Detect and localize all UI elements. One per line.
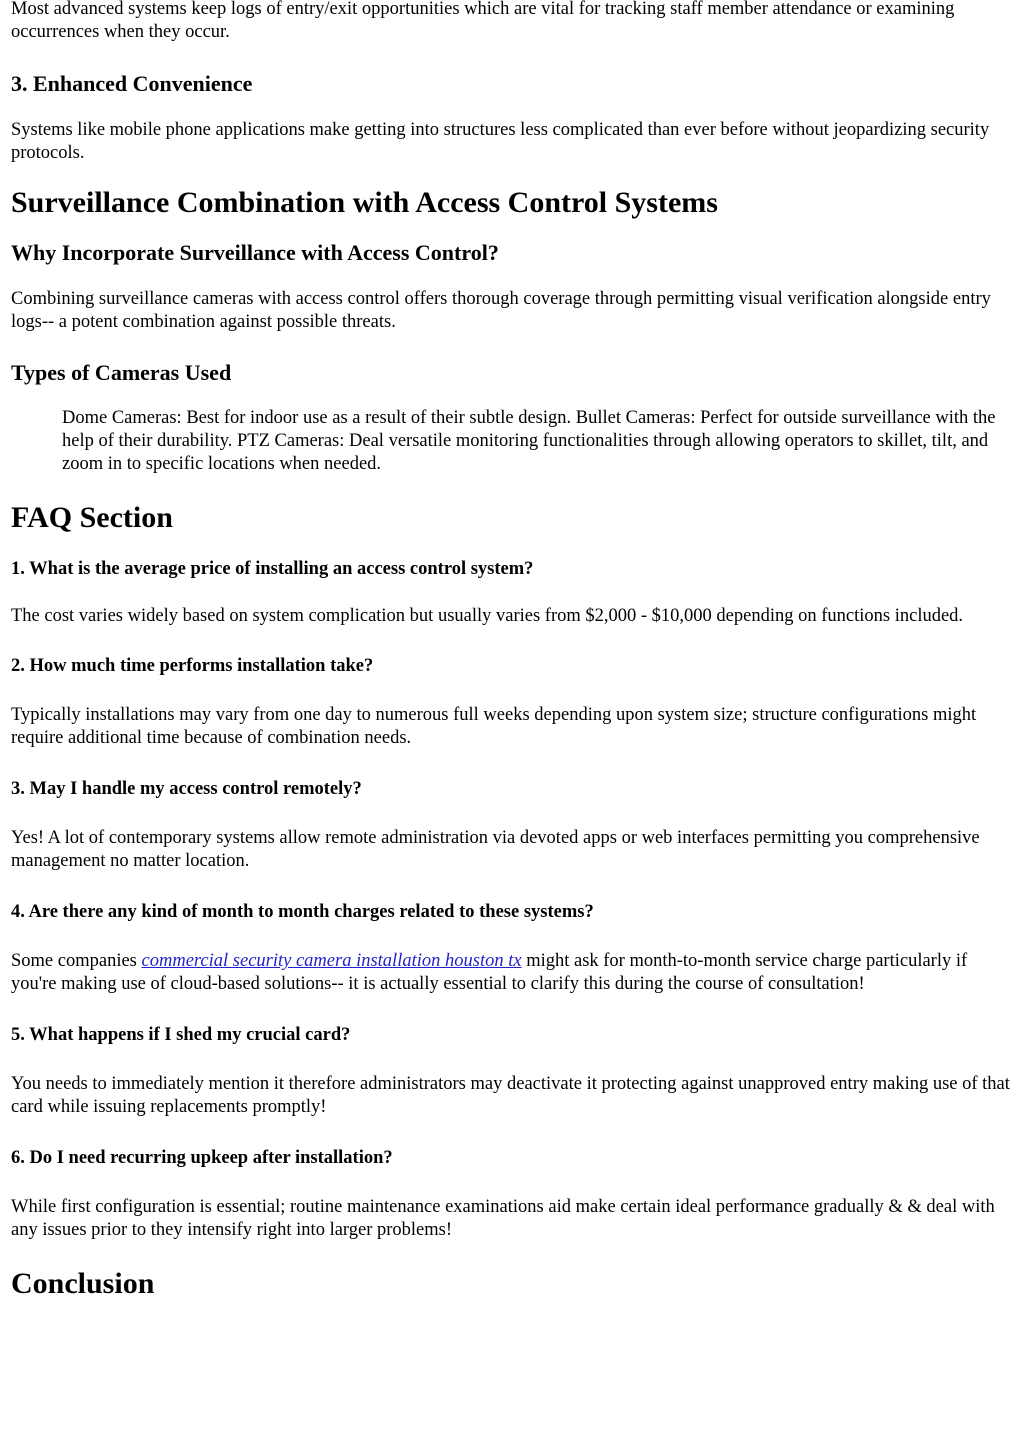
faq-question-4: 4. Are there any kind of month to month charges related to these systems? bbox=[11, 902, 594, 922]
faq-answer-2: Typically installations may vary from one day to numerous full weeks depending upon system size; structure configurations might require additional time because of combination needs. bbox=[11, 705, 977, 748]
faq-heading: FAQ Section bbox=[11, 501, 173, 534]
why-text: Combining surveillance cameras with access control offers thorough coverage through permitting visual verification alongside entry logs-- a potent combination against possible threats. bbox=[11, 289, 991, 332]
types-heading: Types of Cameras Used bbox=[11, 360, 232, 385]
faq-answer-1: The cost varies widely based on system complication but usually varies from $2,000 - $10,000 depending on functions included. bbox=[11, 606, 964, 626]
faq-answer-4-after: might ask for month-to-month service charge particularly if you're making use of cloud-based solutions-- it is actually essential to clarify this during the course of consultation! bbox=[11, 951, 968, 994]
article-content bbox=[11, 0, 1013, 1302]
faq-answer-6: While first configuration is essential; routine maintenance examinations aid make certain ideal performance gradually & & deal with any issues prior to they intensify right into larger problems! bbox=[11, 1197, 995, 1240]
faq-answer-4 bbox=[11, 950, 1013, 996]
camera-types-quote: Dome Cameras: Best for indoor use as a result of their subtle design. Bullet Cameras: Perfect for outside surveillance with the help of their durability. PTZ Cameras: Deal versatile monitoring functionalities through allowing operators to skillet, tilt, and zoom in to specific locations when needed. bbox=[62, 408, 996, 474]
faq-question-3: 3. May I handle my access control remotely? bbox=[11, 779, 362, 799]
intro-paragraph: Most advanced systems keep logs of entry/exit opportunities which are vital for tracking staff member attendance or examining occurrences when they occur. bbox=[11, 0, 955, 42]
surveillance-heading: Surveillance Combination with Access Control Systems bbox=[11, 186, 718, 219]
faq-answer-5: You needs to immediately mention it therefore administrators may deactivate it protecting against unapproved entry making use of that card while issuing replacements promptly! bbox=[11, 1074, 1010, 1117]
faq-question-5: 5. What happens if I shed my crucial card? bbox=[11, 1025, 351, 1045]
why-heading: Why Incorporate Surveillance with Access Control? bbox=[11, 240, 499, 265]
houston-camera-installation-link[interactable]: commercial security camera installation houston tx bbox=[141, 951, 522, 971]
faq-answer-4-before: Some companies bbox=[11, 951, 142, 971]
convenience-text: Systems like mobile phone applications make getting into structures less complicated than ever before without jeopardizing security protocols. bbox=[11, 120, 990, 163]
convenience-heading: 3. Enhanced Convenience bbox=[11, 71, 253, 96]
faq-question-2: 2. How much time performs installation take? bbox=[11, 656, 374, 676]
faq-answer-3: Yes! A lot of contemporary systems allow remote administration via devoted apps or web interfaces permitting you comprehensive management no matter location. bbox=[11, 828, 980, 871]
faq-question-6: 6. Do I need recurring upkeep after installation? bbox=[11, 1148, 393, 1168]
conclusion-heading: Conclusion bbox=[11, 1267, 155, 1300]
faq-question-1: 1. What is the average price of installing an access control system? bbox=[11, 559, 534, 579]
